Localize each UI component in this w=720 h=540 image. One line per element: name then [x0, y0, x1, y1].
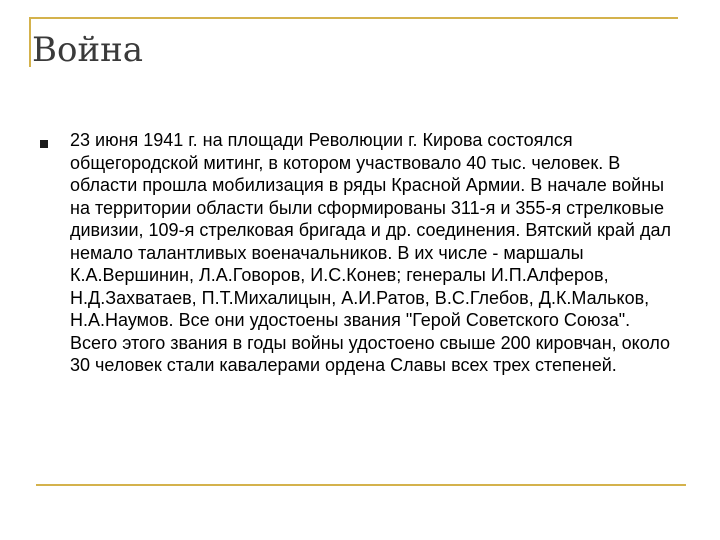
top-decorative-rule: [30, 17, 678, 19]
bottom-decorative-rule: [36, 484, 686, 486]
bullet-square-icon: [40, 140, 48, 148]
slide-title: Война: [32, 30, 144, 70]
left-decorative-rule: [29, 17, 31, 67]
bullet-text: 23 июня 1941 г. на площади Революции г. Кирова состоялся общегородской митинг, в котором участвовало 40 тыс. человек. В области прошла мобилизация в ряды Красной Армии. В начале войны на территории области были сформированы 311-я и 355-я стрелковые дивизии, 109-я стрелковая бригада и др. соединения. Вятский край дал немало талантливых военачальников. В их числе - маршалы К.А.Вершинин, Л.А.Говоров, И.С.Конев; генералы И.П.Алферов, Н.Д.Захватаев, П.Т.Михалицын, А.И.Ратов, В.С.Глебов, Д.К.Мальков, Н.А.Наумов. Все они удостоены звания "Герой Советского Союза". Всего этого звания в годы войны удостоено свыше 200 кировчан, около 30 человек стали кавалерами ордена Славы всех трех степеней.: [70, 130, 671, 375]
